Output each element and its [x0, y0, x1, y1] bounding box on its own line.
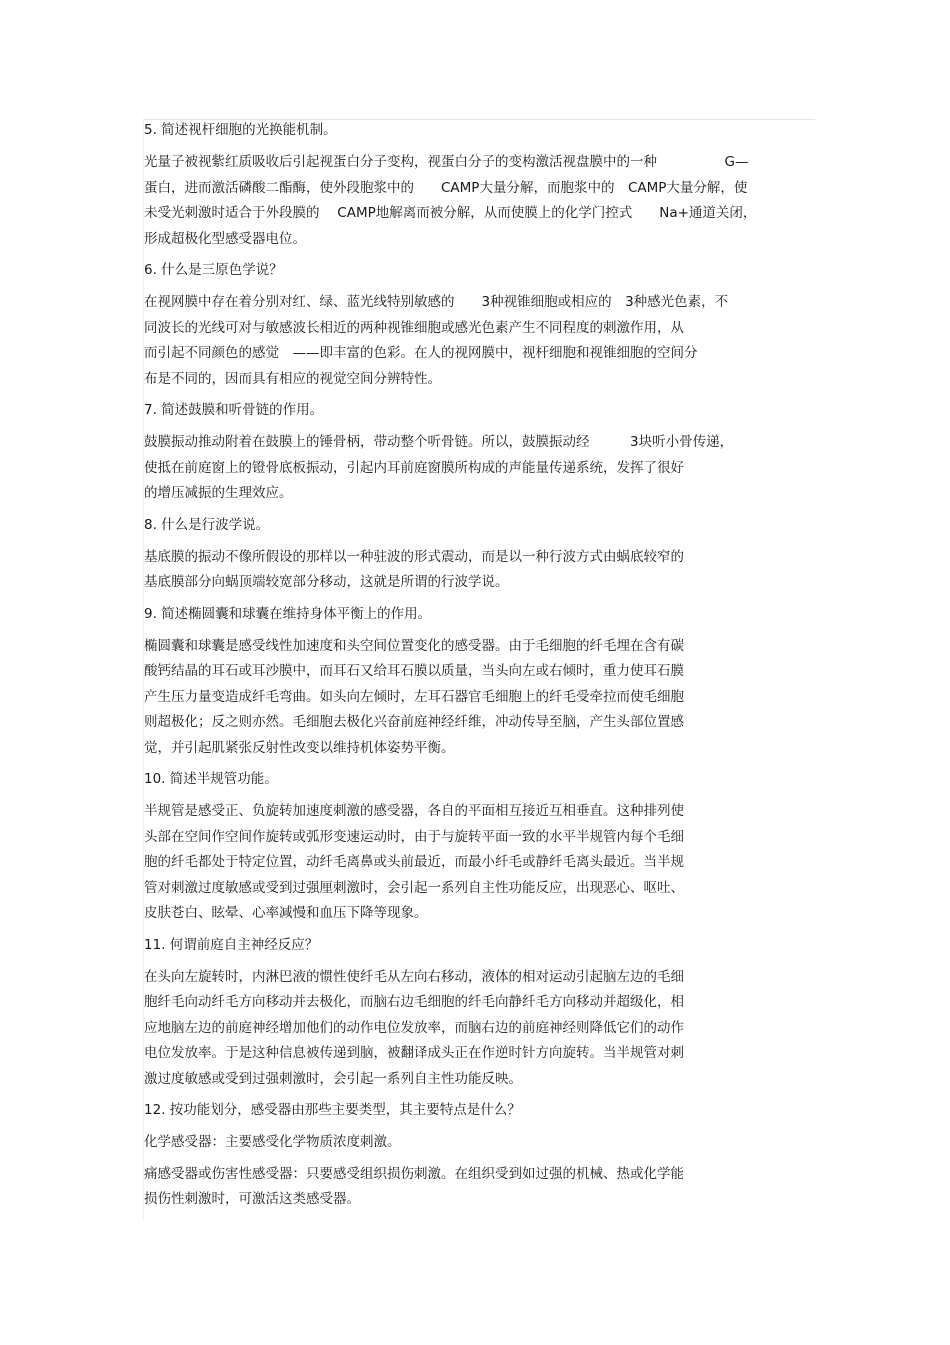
answer-line: 酸钙结晶的耳石或耳沙膜中，而耳石又给耳石膜以质量，当头向左或右倾时，重力使耳石膜 [144, 663, 684, 679]
answer-line: 痛感受器或伤害性感受器：只要感受组织损伤刺激。在组织受到如过强的机械、热或化学能 [144, 1165, 684, 1182]
answer-7 [144, 430, 808, 507]
question-6: 6. 什么是三原色学说？ [144, 262, 283, 278]
answer-line: 胞的纤毛都处于特定位置，动纤毛离鼻或头前最近，而最小纤毛或静纤毛离头最近。当半规 [144, 854, 684, 870]
answer-line: 同波长的光线可对与敏感波长相近的两种视锥细胞或感光色素产生不同程度的刺激作用，从 [144, 319, 684, 336]
answer-9 [144, 634, 808, 762]
answer-line: 而引起不同颜色的感觉 ——即丰富的色彩。在人的视网膜中，视杆细胞和视锥细胞的空间分 [144, 345, 698, 361]
answer-line: 布是不同的，因而具有相应的视觉空间分辨特性。 [144, 370, 441, 387]
question-8: 8. 什么是行波学说。 [144, 516, 270, 533]
answer-5 [144, 150, 808, 252]
answer-line: 管对刺激过度敏感或受到过强厘刺激时，会引起一系列自主性功能反应，出现恶心、呕吐、 [144, 879, 684, 896]
answer-line: 皮肤苍白、眩晕、心率减慢和血压下降等现象。 [144, 905, 428, 921]
answer-line: 的增压减振的生理效应。 [144, 485, 293, 501]
answer-line: 使抵在前庭窗上的镫骨底板振动，引起内耳前庭窗膜所构成的声能量传递系统，发挥了很好 [144, 459, 684, 476]
answer-line: 蛋白，进而激活磷酸二酯酶，使外段胞浆中的 CAMP大量分解，而胞浆中的 CAMP大量分解，使 [144, 179, 748, 196]
question-9: 9. 简述椭圆囊和球囊在维持身体平衡上的作用。 [144, 605, 432, 622]
question-12: 12. 按功能划分，感受器由那些主要类型，其主要特点是什么？ [144, 1102, 521, 1118]
answer-line: 未受光刺激时适合于外段膜的 CAMP地解离而被分解，从而使膜上的化学门控式 Na+通道关闭， [144, 205, 757, 221]
answer-line: 化学感受器：主要感受化学物质浓度刺激。 [144, 1134, 401, 1150]
question-10: 10. 简述半规管功能。 [144, 771, 278, 787]
answer-line: 应地脑左边的前庭神经增加他们的动作电位发放率，而脑右边的前庭神经则降低它们的动作 [144, 1019, 684, 1036]
question-5: 5. 简述视杆细胞的光换能机制。 [144, 122, 337, 138]
answer-line: 鼓膜振动推动附着在鼓膜上的锤骨柄，带动整个听骨链。所以，鼓膜振动经 3块听小骨传递， [144, 434, 734, 450]
answer-8 [144, 545, 808, 596]
answer-line: 产生压力量变造成纤毛弯曲。如头向左倾时，左耳石器官毛细胞上的纤毛受牵拉而使毛细胞 [144, 688, 684, 705]
answer-line: 半规管是感受正、负旋转加速度刺激的感受器，各自的平面相互接近互相垂直。这种排列使 [144, 803, 684, 819]
answer-line: 基底膜部分向蜗顶端较宽部分移动，这就是所谓的行波学说。 [144, 574, 509, 590]
answer-line: 电位发放率。于是这种信息被传递到脑，被翻译成头正在作逆时针方向旋转。当半规管对刺 [144, 1045, 684, 1061]
answer-12-pain [144, 1162, 808, 1213]
answer-line: 觉，并引起肌紧张反射性改变以维持机体姿势平衡。 [144, 739, 455, 756]
answer-line: 在视网膜中存在着分别对红、绿、蓝光线特别敏感的 3种视锥细胞或相应的 3种感光色素，不 [144, 294, 729, 310]
question-11: 11. 何谓前庭自主神经反应？ [144, 936, 319, 953]
answer-line: 损伤性刺激时，可激活这类感受器。 [144, 1191, 360, 1207]
answer-11 [144, 965, 808, 1093]
answer-line: 胞纤毛向动纤毛方向移动并去极化，而脑右边毛细胞的纤毛向静纤毛方向移动并超级化，相 [144, 994, 684, 1010]
document-body [144, 118, 808, 1219]
answer-line: 激过度敏感或受到过强刺激时，会引起一系列自主性功能反映。 [144, 1070, 522, 1087]
answer-6 [144, 290, 808, 392]
answer-line: 头部在空间作空间作旋转或弧形变速运动时，由于与旋转平面一致的水平半规管内每个毛细 [144, 828, 684, 845]
answer-line: 椭圆囊和球囊是感受线性加速度和头空间位置变化的感受器。由于毛细胞的纤毛埋在含有碳 [144, 637, 684, 654]
answer-line: 光量子被视紫红质吸收后引起视蛋白分子变构，视蛋白分子的变构激活视盘膜中的一种 G— [144, 154, 749, 170]
answer-line: 则超极化；反之则亦然。毛细胞去极化兴奋前庭神经纤维，冲动传导至脑，产生头部位置感 [144, 714, 684, 730]
question-7: 7. 简述鼓膜和听骨链的作用。 [144, 402, 324, 418]
answer-line: 形成超极化型感受器电位。 [144, 230, 306, 247]
answer-10 [144, 799, 808, 927]
answer-12-chemical [144, 1130, 808, 1156]
answer-line: 基底膜的振动不像所假设的那样以一种驻波的形式震动，而是以一种行波方式由蜗底较窄的 [144, 548, 684, 565]
answer-line: 在头向左旋转时，内淋巴液的惯性使纤毛从左向右移动，液体的相对运动引起脑左边的毛细 [144, 968, 684, 985]
